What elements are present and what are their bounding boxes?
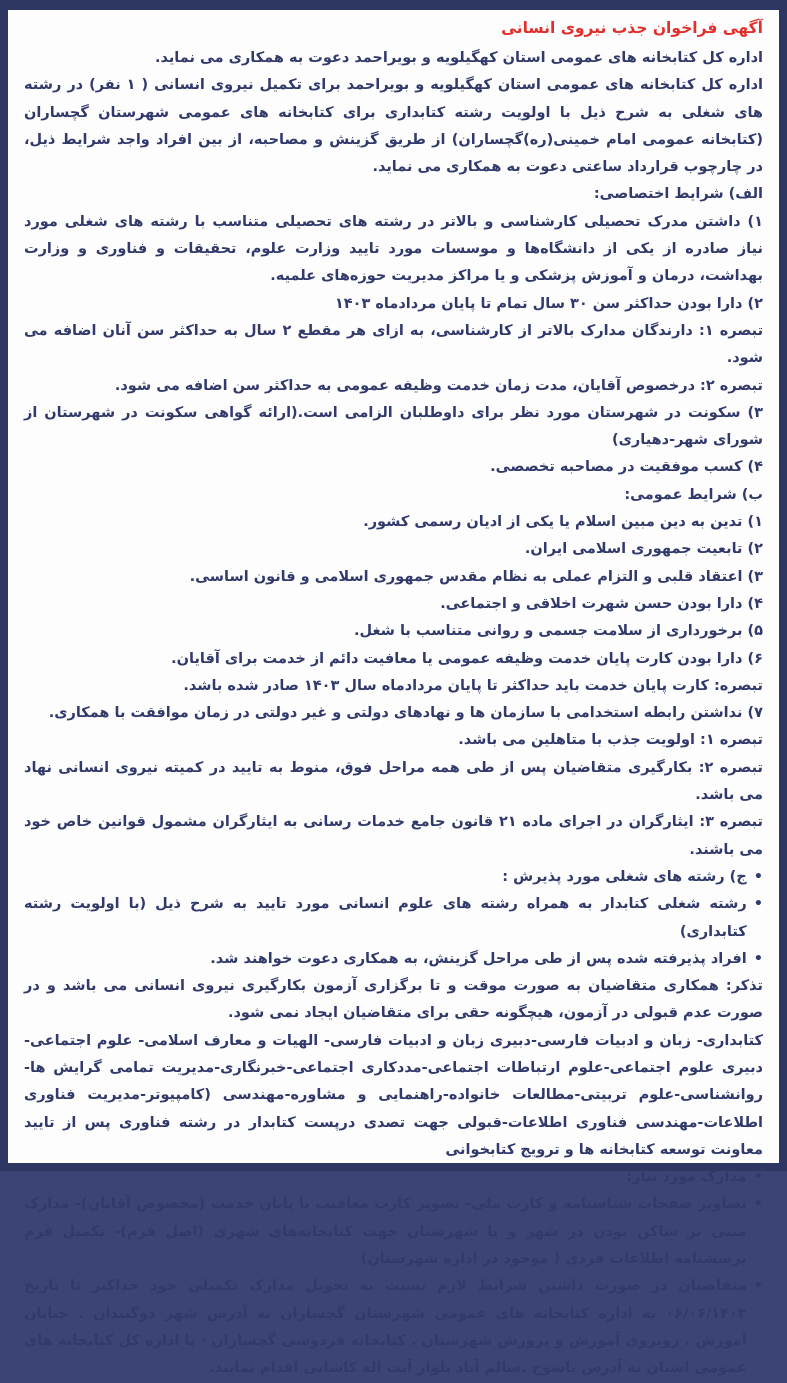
document-paragraph: ۲) دارا بودن حداکثر سن ۳۰ سال تمام تا پایان مردادماه ۱۴۰۳ bbox=[334, 295, 763, 312]
document-paragraph-text: تصاویر صفحات شناسنامه و کارت ملی- تصویر کارت معافیت یا پایان خدمت (مخصوص آقایان)- مدارک مبنی بر ساکن بودن در شهر و یا شهرستان جهت کتابخانه‌های شهری (اصل فرم)- تکمیل فرم پرسشنامه اطلاعات فردی ( موجود در اداره شهرستان) bbox=[24, 1196, 747, 1268]
page-title: آگهی فراخوان جذب نیروی انسانی bbox=[501, 19, 763, 37]
document-body bbox=[24, 45, 763, 1383]
document-paragraph: ۵) برخورداری از سلامت جسمی و روانی متناسب با شغل. bbox=[354, 623, 763, 640]
document-paragraph: ۷) نداشتن رابطه استخدامی با سازمان ها و نهادهای دولتی و غیر دولتی در زمان موافقت با همکاری. bbox=[48, 705, 763, 722]
document-paragraph: الف) شرایط اختصاصی: bbox=[593, 186, 763, 203]
document-bullet-paragraph bbox=[24, 891, 763, 946]
bullet-icon: • bbox=[753, 868, 763, 885]
document-bullet-paragraph bbox=[24, 1273, 763, 1382]
document-paragraph: ۶) دارا بودن کارت پایان خدمت وظیفه عمومی یا معافیت دائم از خدمت برای آقایان. bbox=[171, 650, 763, 667]
document-bullet-paragraph bbox=[24, 946, 763, 973]
bullet-icon: • bbox=[753, 1196, 763, 1213]
document-paragraph: تبصره ۲: درخصوص آقایان، مدت زمان خدمت وظیفه عمومی به حداکثر سن اضافه می شود. bbox=[114, 377, 763, 394]
document-paragraph: تبصره: کارت پایان خدمت باید حداکثر تا پایان مردادماه سال ۱۴۰۳ صادر شده باشد. bbox=[183, 677, 763, 694]
document-paragraph: اداره کل کتابخانه های عمومی استان کهگیلویه و بویراحمد دعوت به همکاری می نماید. bbox=[154, 50, 763, 66]
document-paragraph: ۱) داشتن مدرک تحصیلی کارشناسی و بالاتر در رشته های تحصیلی متناسب با رشته های شغلی مورد نیاز صادره از یکی از دانشگاه‌ها و موسسات مورد تایید وزارت علوم، تحقیقات و فناوری و وزارت بهداشت، درمان و آموزش پزشکی و یا مراکز مدیریت حوزه‌های علمیه. bbox=[24, 213, 763, 285]
document-paragraph: ۱) تدین به دین مبین اسلام یا یکی از ادیان رسمی کشور. bbox=[363, 514, 763, 531]
document-bullet-paragraph bbox=[24, 864, 763, 891]
document-paragraph: ب) شرایط عمومی: bbox=[624, 486, 763, 503]
bullet-icon: • bbox=[753, 896, 763, 913]
document-paragraph: اداره کل کتابخانه های عمومی استان کهگیلویه و بویراحمد برای تکمیل نیروی انسانی ( ۱ نفر) در رشته های شغلی به شرح ذیل با اولویت رشته کتابداری برای کتابخانه های عمومی شهرستان گچساران (کتابخانه عمومی امام خمینی(ره)گچساران) از طریق گزینش و مصاحبه، از بین افراد واجد شرایط ذیل، در چارچوب قرارداد ساعتی دعوت به همکاری می نماید. bbox=[24, 77, 763, 176]
document-paragraph-text: رشته شغلی کتابدار به همراه رشته های علوم انسانی مورد تایید به شرح ذیل (با اولویت رشته کتابداری) bbox=[24, 896, 747, 940]
document-paragraph-text: افراد پذیرفته شده پس از طی مراحل گزینش، به همکاری دعوت خواهند شد. bbox=[210, 950, 747, 967]
document-paragraph: تذکر: همکاری متقاضیان به صورت موقت و تا برگزاری آزمون بکارگیری نیروی انسانی می باشد و در صورت عدم قبولی در آزمون، هیچگونه حقی برای متقاضیان ایجاد نمی شود. bbox=[24, 978, 763, 1022]
document-paragraph: تبصره ۲: بکارگیری متقاضیان پس از طی همه مراحل فوق، منوط به تایید در کمیته نیروی انسانی نهاد می باشد. bbox=[24, 759, 763, 804]
bullet-icon: • bbox=[753, 950, 763, 967]
bullet-icon: • bbox=[753, 1169, 763, 1186]
document-paragraph: ۴) دارا بودن حسن شهرت اخلاقی و اجتماعی. bbox=[440, 595, 763, 612]
document-paragraph: ۳) اعتقاد قلبی و التزام عملی به نظام مقدس جمهوری اسلامی و قانون اساسی. bbox=[189, 568, 763, 585]
document-paragraph-text: متقاضیان در صورت داشتن شرایط لازم نسبت به تحویل مدارک تکمیلی خود حداکثر تا تاریخ ۰۶/۰۶/۱۴۰۳ به اداره کتابخانه های عمومی شهرستان گچساران به آدرس شهر دوگنبدان . خیابان آموزش . روبروی آموزش و پرورش شهرستان . کتابخانه فردوسی گچساران · یا اداره کل کتابخانه های عمومی استان به آدرس یاسوج .سالم آباد بلوار آیت اله کاشانی اقدام نمایند. bbox=[24, 1278, 747, 1377]
document-paragraph: ۴) کسب موفقیت در مصاحبه تخصصی. bbox=[490, 459, 763, 476]
document-paragraph: تبصره ۱: اولویت جذب با متاهلین می باشد. bbox=[458, 732, 763, 749]
document-paragraph-text: مدارک مورد نیاز: bbox=[626, 1169, 747, 1186]
document-paragraph-text: ج) رشته های شغلی مورد پذیرش : bbox=[502, 868, 747, 885]
document-paragraph: کتابداری- زبان و ادبیات فارسی-دبیری زبان و ادبیات فارسی- الهیات و معارف اسلامی- علوم اجتماعی-دبیری علوم اجتماعی-علوم ارتباطات اجتماعی-مددکاری اجتماعی-خبرنگاری-مدیریت تمامی گرایش ها-روانشناسی-علوم تربیتی-مطالعات خانواده-راهنمایی و مشاوره-مهندسی (کامپیوتر-مدیریت فناوری اطلاعات-مهندسی فناوری اطلاعات-قبولی جهت تصدی درپست کتابدار در رشته فناوری پس از تایید معاونت توسعه کتابخانه ها و ترویج کتابخوانی bbox=[24, 1032, 763, 1158]
document-paragraph: ۲) تابعیت جمهوری اسلامی ایران. bbox=[524, 541, 763, 558]
bullet-icon: • bbox=[753, 1278, 763, 1295]
document-bullet-paragraph bbox=[24, 1191, 763, 1273]
document-paragraph: ۳) سکونت در شهرستان مورد نظر برای داوطلبان الزامی است.(ارائه گواهی سکونت در شهرستان از شورای شهر-دهیاری) bbox=[24, 404, 763, 449]
document-bullet-paragraph bbox=[24, 1164, 763, 1191]
document-paragraph: تبصره ۳: ایثارگران در اجرای ماده ۲۱ قانون جامع خدمات رسانی به ایثارگران مشمول قوانین خاص خود می باشند. bbox=[24, 814, 764, 858]
document-paragraph: تبصره ۱: دارندگان مدارک بالاتر از کارشناسی، به ازای هر مقطع ۲ سال به حداکثر سن آنان اضافه می شود. bbox=[24, 322, 764, 367]
